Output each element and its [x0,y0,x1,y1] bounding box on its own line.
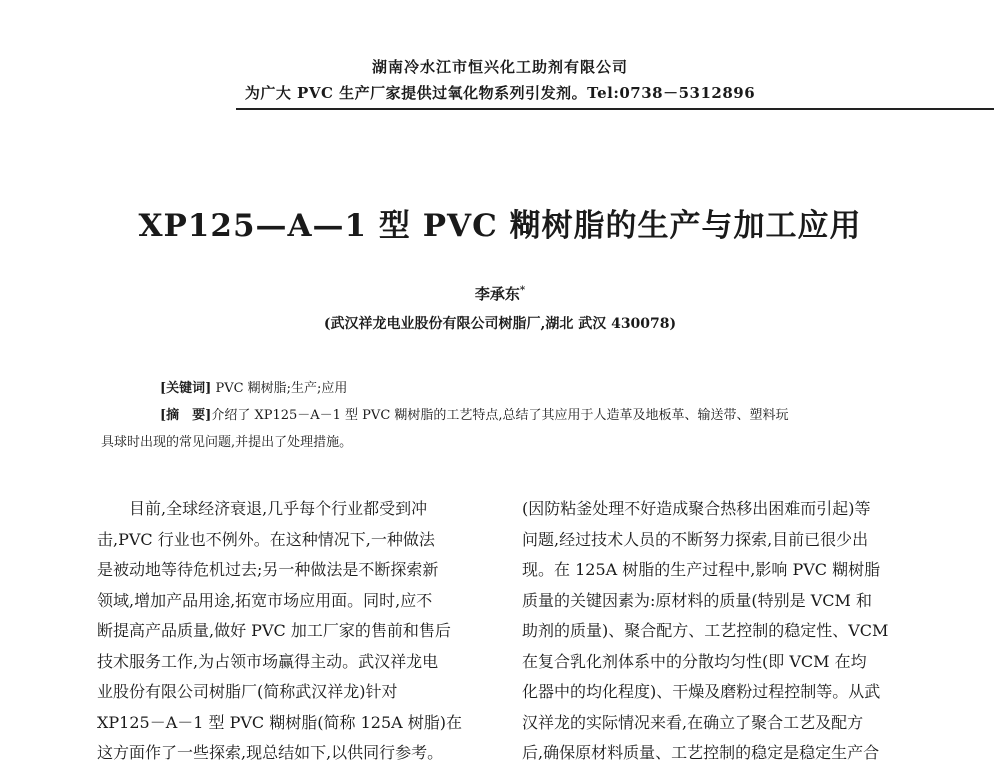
body-line: 击,PVC 行业也不例外。在这种情况下,一种做法 [97,529,435,549]
body-line: 业股份有限公司树脂厂(简称武汉祥龙)针对 [97,682,398,701]
body-line: 是被动地等待危机过去;另一种做法是不断探索新 [97,560,439,579]
body-line: 化器中的均化程度)、干燥及磨粉过程控制等。从武 [522,682,881,701]
body-line: 后,确保原材料质量、工艺控制的稳定是稳定生产合 [522,743,880,762]
abstract-tag: [摘 要] [160,408,212,423]
body-line: 现。在 125A 树脂的生产过程中,影响 PVC 糊树脂 [522,560,881,579]
advert-header-company: 湖南冷水江市恒兴化工助剂有限公司 [371,58,628,76]
body-line: 质量的关键因素为:原材料的质量(特别是 VCM 和 [522,590,872,610]
body-line: 汉祥龙的实际情况来看,在确立了聚合工艺及配方 [522,712,864,732]
author-footnote-mark: * [519,285,526,296]
keywords [160,377,347,396]
abstract-line-1: 介绍了 XP125－A－1 型 PVC 糊树脂的工艺特点,总结了其应用于人造革及地板革、输送带、塑料玩 [211,408,789,423]
header-divider [236,108,994,110]
body-line: 问题,经过技术人员的不断努力探索,目前已很少出 [522,529,869,549]
abstract [160,404,940,423]
abstract-line-2: 具球时出现的常见问题,并提出了处理措施。 [101,435,353,450]
body-line: 技术服务工作,为占领市场赢得主动。武汉祥龙电 [97,651,439,671]
advert-header-slogan: 为广大 PVC 生产厂家提供过氧化物系列引发剂。Tel:0738－5312896 [244,84,756,102]
body-line: 目前,全球经济衰退,几乎每个行业都受到冲 [97,499,428,518]
keywords-text: PVC 糊树脂;生产;应用 [211,381,348,396]
body-line: XP125－A－1 型 PVC 糊树脂(简称 125A 树脂)在 [97,712,463,732]
author-name: 李承东 [474,285,520,303]
body-line: (因防粘釜处理不好造成聚合热移出困难而引起)等 [522,499,871,518]
body-line: 这方面作了一些探索,现总结如下,以供同行参考。 [97,743,444,762]
keywords-tag: [关键词] [160,381,212,396]
affiliation: (武汉祥龙电业股份有限公司树脂厂,湖北 武汉 430078) [323,316,677,332]
author-line [0,283,1000,304]
body-column-right [522,494,914,769]
body-line: 断提高产品质量,做好 PVC 加工厂家的售前和售后 [97,621,451,640]
article-title: XP125—A—1 型 PVC 糊树脂的生产与加工应用 [138,208,862,244]
body-line: 领域,增加产品用途,拓宽市场应用面。同时,应不 [97,590,433,610]
body-column-left [97,494,489,769]
body-line: 在复合乳化剂体系中的分散均匀性(即 VCM 在均 [522,651,867,671]
body-line: 助剂的质量)、聚合配方、工艺控制的稳定性、VCM [522,621,889,640]
